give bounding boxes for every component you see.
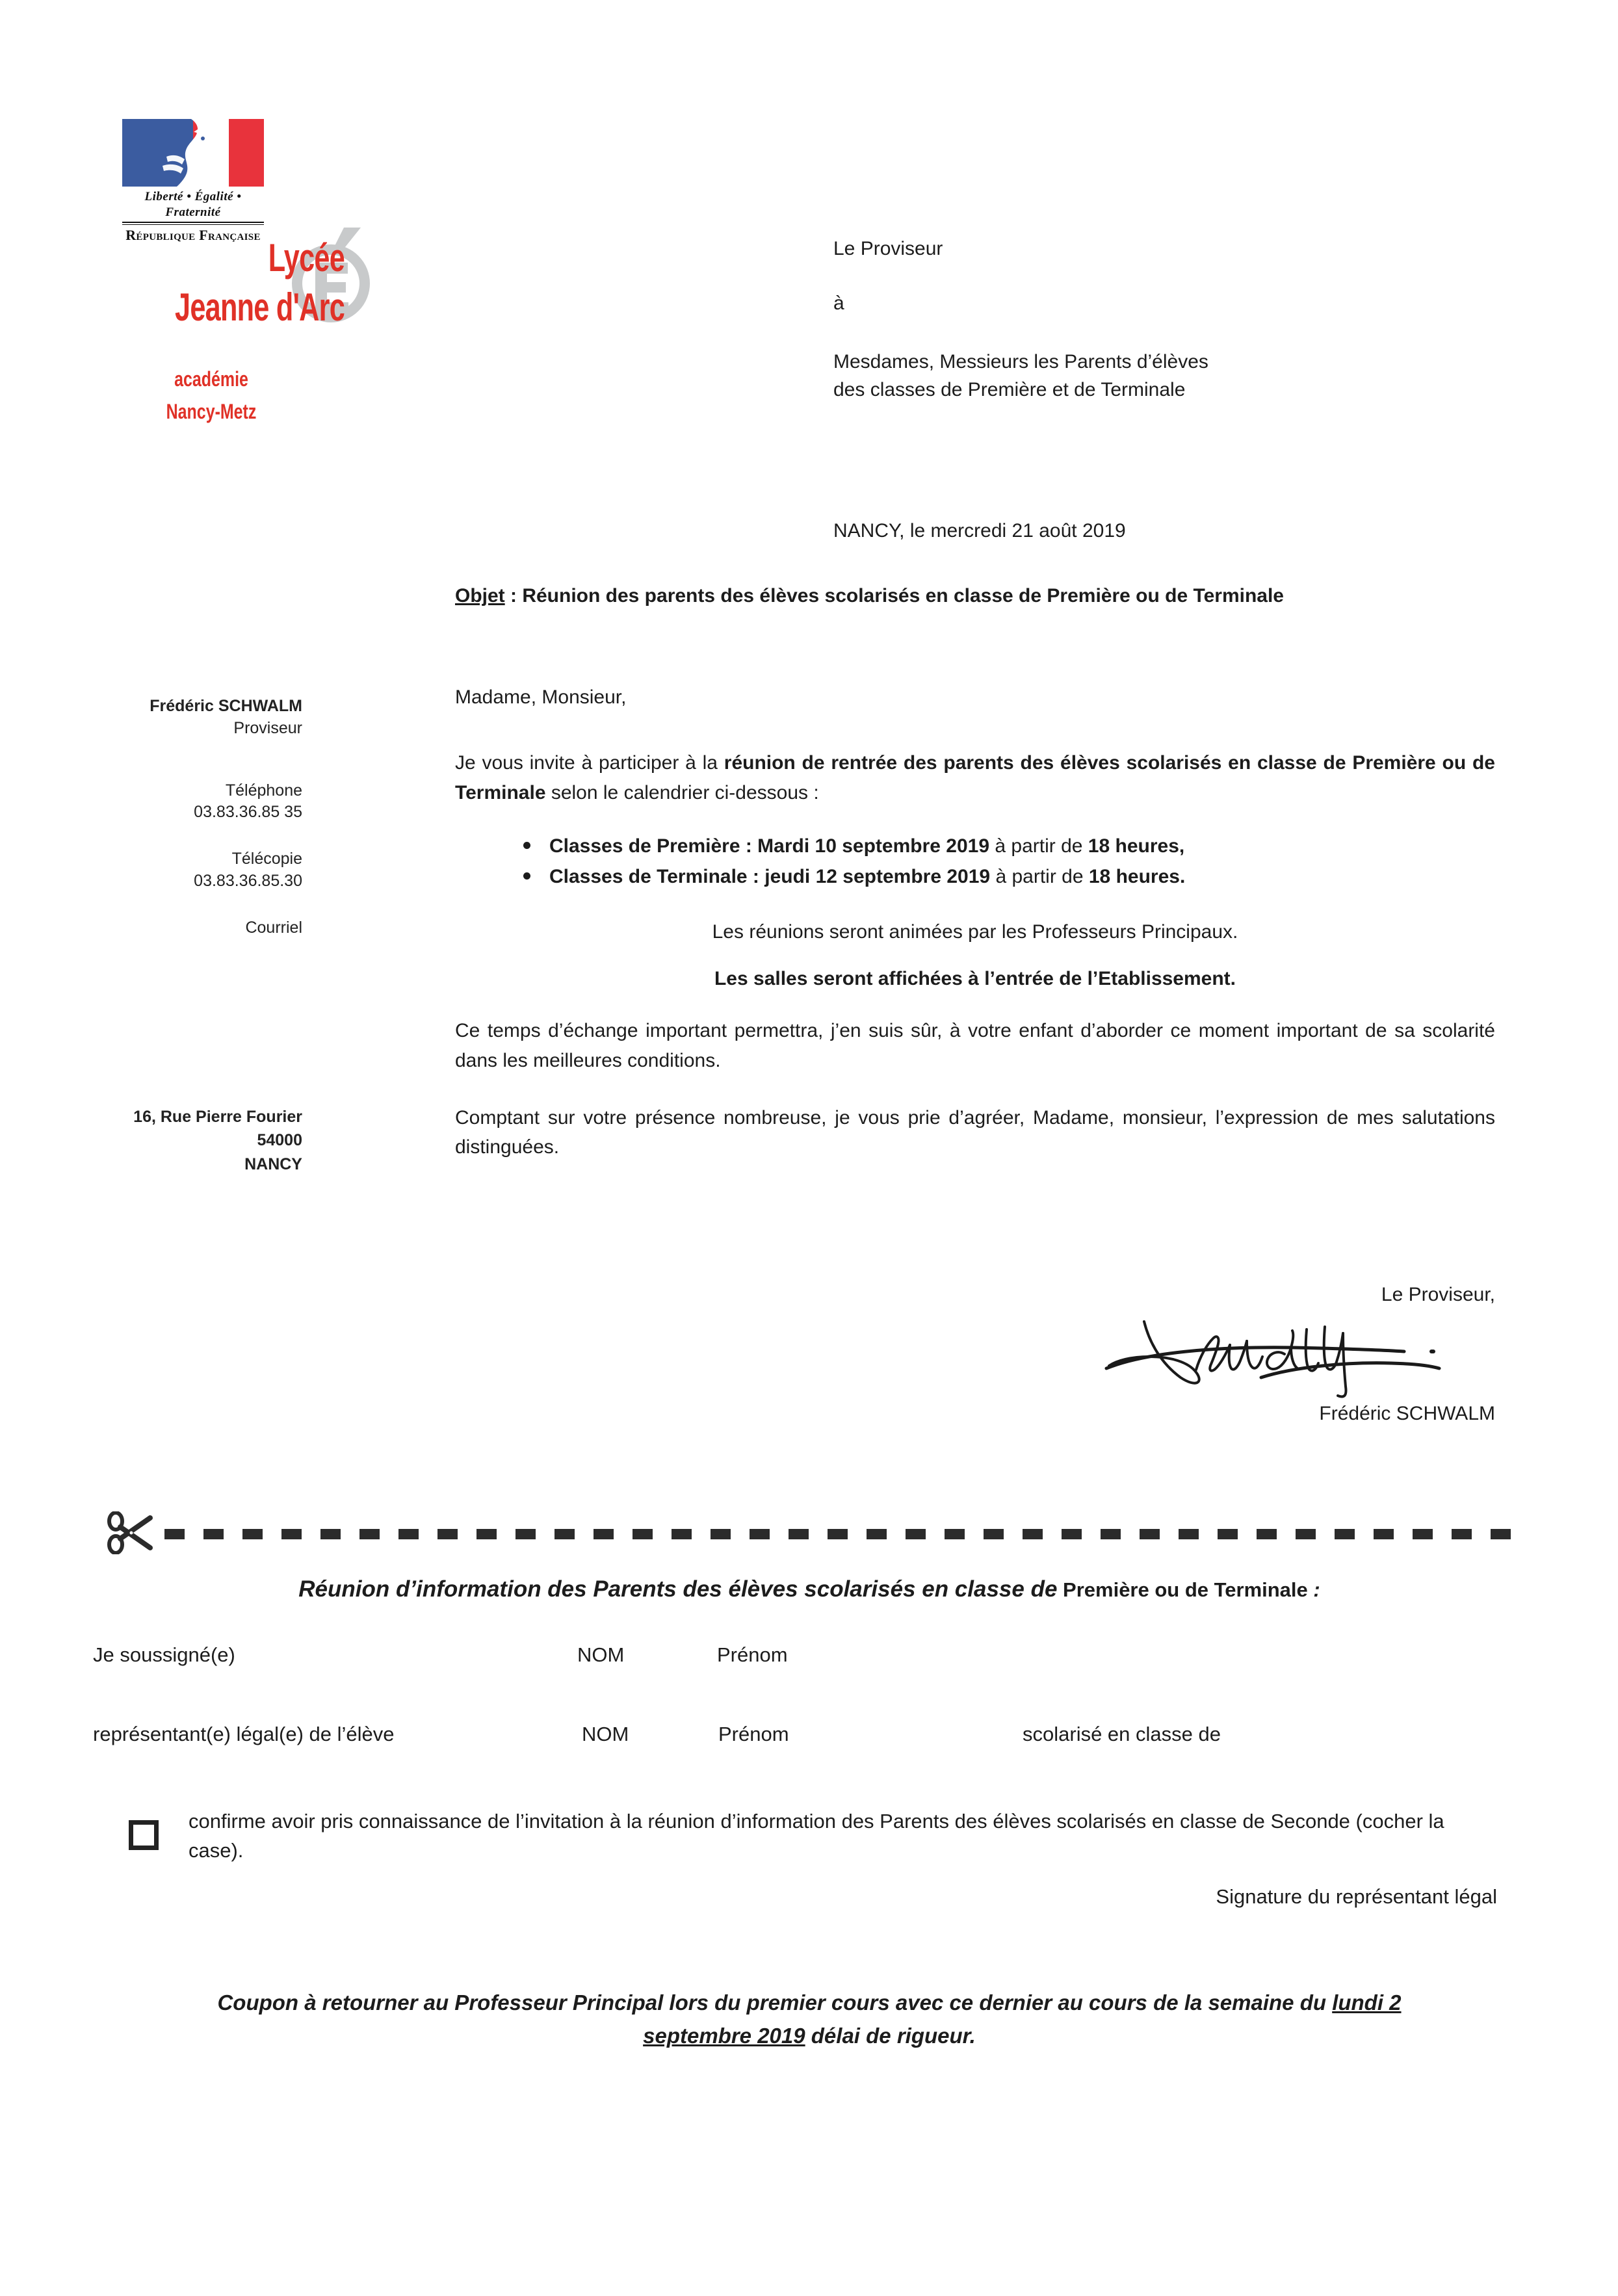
return-note-part-1: Coupon à retourner au Professeur Principal lors du premier cours avec ce dernier au cours de la semaine du	[217, 1990, 1333, 2015]
bullet-1-bold-1: Classes de Première : Mardi 10 septembre 2019	[549, 835, 990, 857]
phone-value: 03.83.36.85 35	[194, 803, 302, 822]
nom-field-label[interactable]: NOM	[577, 1643, 625, 1666]
letter-body	[455, 688, 1495, 1162]
bullet-dot-icon	[523, 842, 530, 849]
address-city: NANCY	[244, 1155, 302, 1173]
address-street: 16, Rue Pierre Fourier	[133, 1108, 302, 1126]
email-label: Courriel	[245, 918, 302, 937]
bullet-2-plain: à partir de	[990, 865, 1089, 887]
coupon-title-end: :	[1307, 1578, 1320, 1601]
marianne-profile-icon	[157, 119, 229, 187]
fax-label: Télécopie	[231, 850, 302, 868]
bullet-1-plain: à partir de	[989, 835, 1088, 857]
bullet-2-bold-2: 18 heures.	[1088, 865, 1186, 887]
address-postcode: 54000	[257, 1131, 302, 1150]
sender-title: Le Proviseur	[833, 238, 943, 259]
handwritten-signature	[1099, 1310, 1463, 1401]
addressee-block	[833, 239, 1516, 404]
republique-francaise-text: République Française	[125, 226, 261, 243]
contact-role: Proviseur	[233, 718, 302, 737]
intro-part-2: selon le calendrier ci-dessous :	[545, 781, 819, 803]
logo-line-nancy-metz: Nancy-Metz	[166, 400, 257, 423]
coupon-title	[91, 1576, 1528, 1602]
coupon-title-italic: Réunion d’information des Parents des élèves scolarisés en classe de	[298, 1576, 1058, 1602]
recipient-line-1: Mesdames, Messieurs les Parents d’élèves	[833, 351, 1208, 372]
to-preposition: à	[833, 293, 844, 314]
intro-paragraph	[455, 748, 1495, 807]
signer-name: Frédéric SCHWALM	[1319, 1403, 1495, 1424]
dashed-cut-line	[164, 1529, 1518, 1539]
contact-name: Frédéric SCHWALM	[150, 697, 302, 715]
french-flag-icon	[122, 119, 264, 187]
lycee-jeanne-darc-logo	[78, 215, 358, 449]
date-line: NANCY, le mercredi 21 août 2019	[833, 520, 1126, 541]
soussigne-label: Je soussigné(e)	[93, 1643, 235, 1666]
bullet-1-bold-2: 18 heures,	[1088, 835, 1185, 857]
cut-here-row	[107, 1511, 1518, 1557]
devise-text: Liberté • Égalité • Fraternité	[144, 190, 242, 219]
intro-part-1: Je vous invite à participer à la	[455, 752, 724, 774]
phone-label: Téléphone	[225, 781, 302, 800]
confirmation-text: confirme avoir pris connaissance de l’invitation à la réunion d’information des Parents des élèves scolarisés en classe de Seconde (cocher la case).	[189, 1810, 1444, 1862]
bullet-dot-icon	[523, 872, 530, 880]
address-sidebar	[78, 1105, 302, 1176]
representant-legal-label: représentant(e) légal(e) de l’élève	[93, 1723, 395, 1745]
meeting-schedule-list	[455, 835, 1495, 889]
list-item	[455, 865, 1495, 889]
empty-checkbox-icon[interactable]	[129, 1820, 159, 1850]
bullet-2-bold-1: Classes de Terminale : jeudi 12 septembre 2019	[549, 865, 991, 887]
coupon-title-strong: Première ou de Terminale	[1057, 1578, 1308, 1601]
closing-title: Le Proviseur,	[1381, 1284, 1495, 1305]
fax-value: 03.83.36.85.30	[194, 871, 302, 890]
logo-line-jeanne-darc: Jeanne d'Arc	[175, 285, 345, 329]
objet-label: Objet	[455, 585, 505, 607]
logo-line-academie: académie	[174, 367, 248, 391]
contact-sidebar	[78, 696, 302, 939]
objet-text: : Réunion des parents des élèves scolarisés en classe de Première ou de Terminale	[504, 585, 1284, 607]
logo-line-lycee: Lycée	[268, 236, 345, 280]
salutation: Madame, Monsieur,	[455, 686, 627, 708]
animated-by-note: Les réunions seront animées par les Professeurs Principaux.	[712, 921, 1238, 943]
rooms-notice: Les salles seront affichées à l’entrée de l’Etablissement.	[714, 968, 1236, 990]
return-deadline-date: lundi 2 septembre 2019	[643, 1990, 1402, 2048]
paragraph-4: Comptant sur votre présence nombreuse, je vous prie d’agréer, Madame, monsieur, l’expression de mes salutations distinguées.	[455, 1106, 1495, 1158]
list-item	[455, 835, 1495, 859]
return-instruction	[189, 1986, 1430, 2052]
recipient-line-2: des classes de Première et de Terminale	[833, 378, 1186, 400]
intro-bold: réunion de rentrée des parents des élèves scolarisés en classe de Première ou de Terminale	[455, 752, 1495, 803]
student-nom-field-label[interactable]: NOM	[582, 1723, 629, 1745]
signature-label: Signature du représentant légal	[1216, 1885, 1497, 1908]
return-note-part-2: délai de rigueur.	[805, 2024, 976, 2048]
prenom-field-label[interactable]: Prénom	[717, 1643, 788, 1666]
classe-field-label[interactable]: scolarisé en classe de	[1023, 1723, 1221, 1745]
student-prenom-field-label[interactable]: Prénom	[718, 1723, 789, 1745]
objet-line	[455, 585, 1521, 607]
scissors-icon	[107, 1511, 154, 1554]
paragraph-3: Ce temps d’échange important permettra, j’en suis sûr, à votre enfant d’aborder ce moment important de sa scolarité dans les meilleures conditions.	[455, 1020, 1495, 1071]
